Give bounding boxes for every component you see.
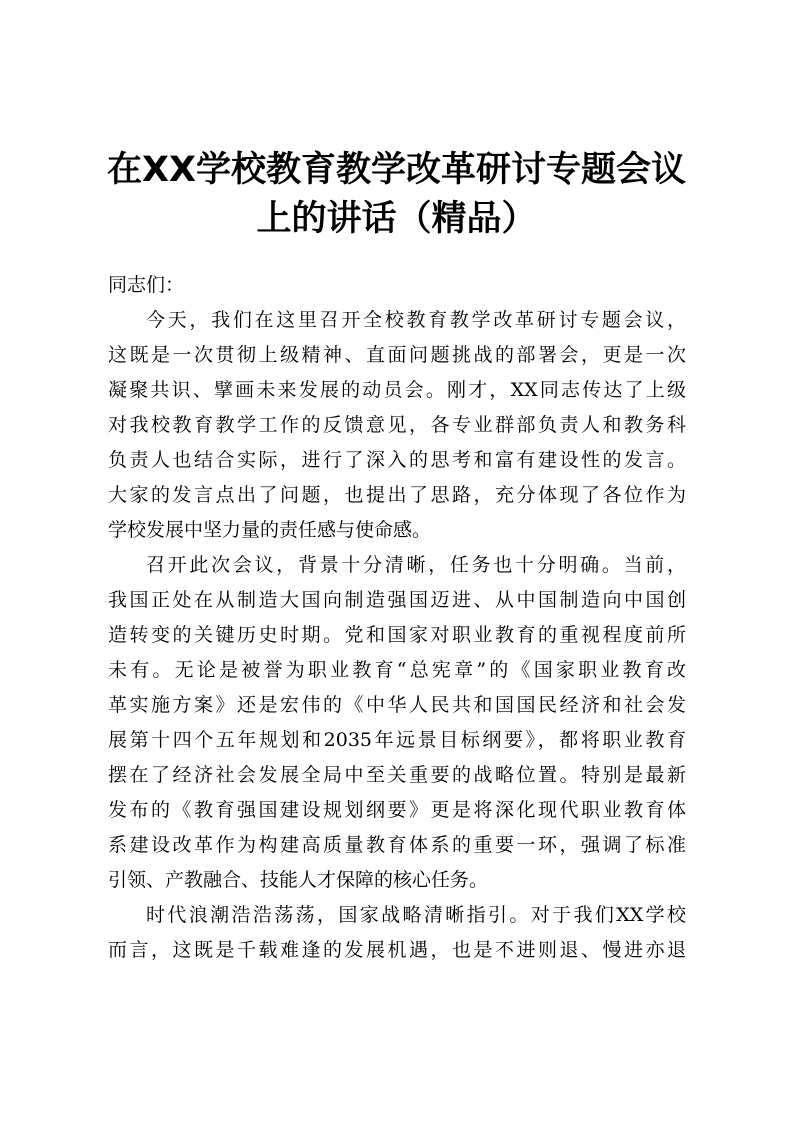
paragraph-line: 这既是一次贯彻上级精神、直面问题挑战的部署会，更是一次 <box>108 344 686 366</box>
paragraph-line: 造转变的关键历史时期。党和国家对职业教育的重视程度前所 <box>108 624 686 646</box>
paragraph-line: 学校发展中坚力量的责任感与使命感。 <box>108 519 432 541</box>
paragraph-line: 而言，这既是千载难逢的发展机遇，也是不进则退、慢进亦退 <box>108 939 686 961</box>
paragraph-line: 召开此次会议，背景十分清晰，任务也十分明确。当前， <box>146 554 686 576</box>
paragraph-line: 展第十四个五年规划和2035年远景目标纲要》，都将职业教育 <box>108 729 686 751</box>
paragraph-line: 我国正处在从制造大国向制造强国迈进、从中国制造向中国创 <box>108 589 686 611</box>
paragraph-line: 凝聚共识、擘画未来发展的动员会。刚才，XX同志传达了上级 <box>108 379 686 401</box>
salutation: 同志们： <box>108 274 185 296</box>
paragraph-line: 未有。无论是被誉为职业教育“总宪章”的《国家职业教育改 <box>108 659 686 681</box>
paragraph-3 <box>108 898 686 968</box>
paragraph-line: 今天，我们在这里召开全校教育教学改革研讨专题会议， <box>146 309 686 331</box>
title-line-2: 上的讲话（精品） <box>256 199 537 239</box>
paragraph-line: 大家的发言点出了问题，也提出了思路，充分体现了各位作为 <box>108 484 686 506</box>
document-title <box>100 146 693 244</box>
paragraph-line: 摆在了经济社会发展全局中至关重要的战略位置。特别是最新 <box>108 764 686 786</box>
paragraph-1 <box>108 303 686 548</box>
paragraph-line: 系建设改革作为构建高质量教育体系的重要一环，强调了标准 <box>108 834 686 856</box>
paragraph-line: 时代浪潮浩浩荡荡，国家战略清晰指引。对于我们XX学校 <box>146 904 686 926</box>
paragraph-line: 对我校教育教学工作的反馈意见，各专业群部负责人和教务科 <box>108 414 686 436</box>
title-line-1: 在XX学校教育教学改革研讨专题会议 <box>107 150 686 190</box>
paragraph-line: 发布的《教育强国建设规划纲要》更是将深化现代职业教育体 <box>108 799 686 821</box>
paragraph-line: 引领、产教融合、技能人才保障的核心任务。 <box>108 869 489 891</box>
paragraph-2 <box>108 548 686 898</box>
paragraph-line: 革实施方案》还是宏伟的《中华人民共和国国民经济和社会发 <box>108 694 686 716</box>
document-body <box>108 268 686 968</box>
paragraph-line: 负责人也结合实际，进行了深入的思考和富有建设性的发言。 <box>108 449 686 471</box>
